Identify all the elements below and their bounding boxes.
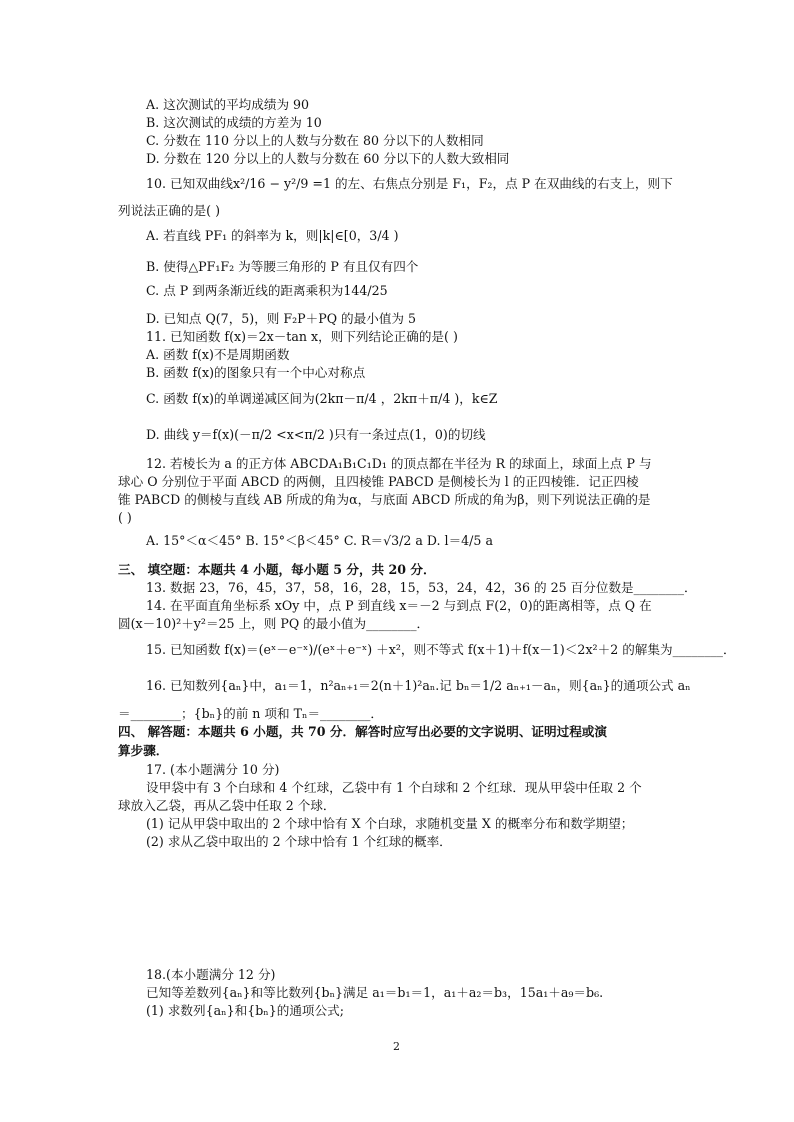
q12-line4: ( ) (118, 510, 132, 525)
q16-line2: ＝________；{bₙ}的前 n 项和 Tₙ＝________． (118, 706, 384, 721)
q17-title: 17. (本小题满分 10 分) (146, 762, 280, 777)
q13: 13. 数据 23，76，45，37，58，16，28，15，53，24，42，36 的 25 百分位数是________． (146, 580, 697, 595)
q14-line2: 圆(x－10)²＋y²＝25 上，则 PQ 的最小值为________． (118, 616, 430, 631)
q12-line2: 球心 O 分别位于平面 ABCD 的两侧，且四棱锥 PABCD 是侧棱长为 l 的正四棱锥．记正四棱 (118, 474, 639, 489)
section3-title: 三、 填空题：本题共 4 小题，每小题 5 分，共 20 分． (118, 562, 436, 577)
q11-option-c: C. 函数 f(x)的单调递减区间为(2kπ－π/4 ，2kπ＋π/4 )，k∈Z (146, 391, 498, 406)
q10-option-a: A. 若直线 PF₁ 的斜率为 k，则|k|∈[0，3/4 ) (146, 228, 399, 243)
q14-line1: 14. 在平面直角坐标系 xOy 中，点 P 到直线 x＝－2 与到点 F(2，0)的距离相等，点 Q 在 (146, 598, 652, 613)
section4-title-line2: 算步骤． (118, 743, 169, 758)
q17-part2: (2) 求从乙袋中取出的 2 个球中恰有 1 个红球的概率． (146, 834, 452, 849)
q12-options: A. 15°＜α＜45° B. 15°＜β＜45° C. R＝√3/2 a D. l＝4/5 a (146, 533, 493, 548)
q18-part1: (1) 求数列{aₙ}和{bₙ}的通项公式; (146, 1003, 344, 1018)
q17-line1: 设甲袋中有 3 个白球和 4 个红球，乙袋中有 1 个白球和 2 个红球．现从甲袋中任取 2 个 (146, 780, 642, 795)
q16-line1: 16. 已知数列{aₙ}中，a₁＝1，n²aₙ₊₁＝2(n＋1)²aₙ.记 bₙ＝1/2 aₙ₊₁－aₙ，则{aₙ}的通项公式 aₙ (146, 678, 691, 693)
q18-title: 18.(本小题满分 12 分) (146, 967, 276, 982)
q9-option-c: C. 分数在 110 分以上的人数与分数在 80 分以下的人数相同 (146, 133, 484, 148)
q12-line3: 锥 PABCD 的侧棱与直线 AB 所成的角为α，与底面 ABCD 所成的角为β，则下列说法正确的是 (118, 492, 651, 507)
q17-part1: (1) 记从甲袋中取出的 2 个球中恰有 X 个白球，求随机变量 X 的概率分布和数学期望； (146, 816, 634, 831)
q17-line2: 球放入乙袋，再从乙袋中任取 2 个球． (118, 798, 336, 813)
q9-option-b: B. 这次测试的成绩的方差为 10 (146, 115, 322, 130)
q11-option-a: A. 函数 f(x)不是周期函数 (146, 347, 290, 362)
q10-stem-line1: 10. 已知双曲线x²/16 − y²/9 =1 的左、右焦点分别是 F₁，F₂，点 P 在双曲线的右支上，则下 (146, 176, 673, 191)
q15: 15. 已知函数 f(x)＝(eˣ－e⁻ˣ)/(eˣ＋e⁻ˣ) ＋x²，则不等式 f(x＋1)＋f(x－1)＜2x²＋2 的解集为________． (146, 642, 736, 657)
q11-option-d: D. 曲线 y＝f(x)(－π/2 <x<π/2 )只有一条过点(1，0)的切线 (146, 427, 486, 442)
q10-stem-line2: 列说法正确的是( ) (118, 203, 220, 218)
q11-stem: 11. 已知函数 f(x)＝2x－tan x，则下列结论正确的是( ) (146, 329, 458, 344)
q10-option-b: B. 使得△PF₁F₂ 为等腰三角形的 P 有且仅有四个 (146, 259, 419, 274)
q18-line1: 已知等差数列{aₙ}和等比数列{bₙ}满足 a₁＝b₁＝1，a₁＋a₂＝b₃，15a₁＋a₉＝b₆. (146, 985, 604, 1000)
q9-option-d: D. 分数在 120 分以上的人数与分数在 60 分以下的人数大致相同 (146, 151, 510, 166)
page-number: 2 (393, 1040, 400, 1053)
q10-option-c: C. 点 P 到两条渐近线的距离乘积为144/25 (146, 283, 388, 298)
q10-option-d: D. 已知点 Q(7，5)，则 F₂P＋PQ 的最小值为 5 (146, 311, 417, 326)
q12-line1: 12. 若棱长为 a 的正方体 ABCDA₁B₁C₁D₁ 的顶点都在半径为 R 的球面上，球面上点 P 与 (146, 456, 652, 471)
q11-option-b: B. 函数 f(x)的图象只有一个中心对称点 (146, 365, 366, 380)
section4-title-line1: 四、 解答题：本题共 6 小题，共 70 分．解答时应写出必要的文字说明、证明过程或演 (118, 724, 607, 739)
q9-option-a: A. 这次测试的平均成绩为 90 (146, 97, 310, 112)
